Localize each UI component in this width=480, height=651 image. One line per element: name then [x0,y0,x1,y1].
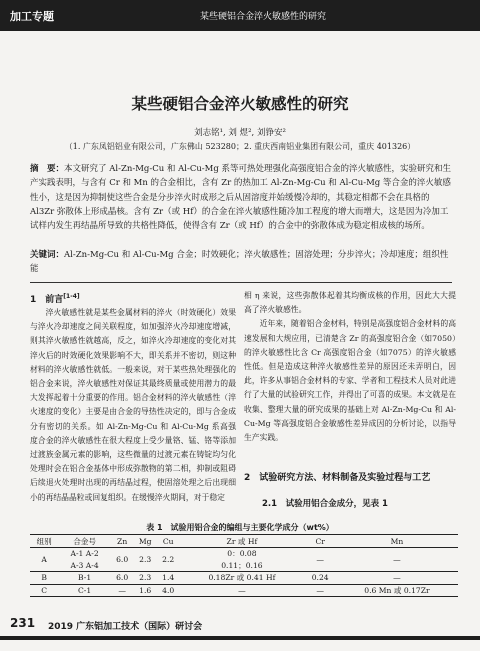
header-cell: Cr [304,535,336,548]
subsection-title: 试验用铝合金成分，见表 1 [285,499,388,509]
paragraph: 淬火敏感性就是某些金属材料的淬火（时效硬化）效果与淬火冷却速度之间关联程度，如加强淬火冷却速度增减，则其淬火敏感性就越高，反之，如淬火冷却速度的变化对其淬火后的时效硬化效果影响不大，即关系并不密切，则这种材料的淬火敏感性就低。一般来说，对于某些热处理强化的铝合金来说，淬火敏感性对保证其最终质量或使用潜力的最大发挥起着十分重要的作用。铝合金材料的淬火敏感性（淬火速度的变化）主要是由合金的导热性决定的，即与合金成分有密切的关系。如 Al-Zn-Mg-Cu 和 Al-Cu-Mg 系高强度合金的淬火敏感性在很大程度上受少量铬、锰、铬等添加过渡族金属元素的影响，这些微量的过渡元素在铸锭均匀化处理时会在铝合金基体中形成弥散物的第二相，抑制或阻碍后续退火处理时出现的再结晶过程，使固溶处理之后出现细小的再结晶晶粒或回复组织。在缓慢淬火期间，对于稳定 [30,308,236,502]
alloy-cell: A-1 A-2 [70,549,99,559]
zn-cell: 6.0 [111,572,134,585]
page-number: 231 [10,616,36,630]
zr-cell: 0：0.08 [227,549,257,559]
abstract-text: 本文研究了 Al-Zn-Mg-Cu 和 Al-Cu-Mg 系等可热处理强化高强度铝合金的淬火敏感性，实验研究和生产实践表明，与含有 Cr 和 Mn 的合金相比，含有 Zr 的热加工 Al-Zn-Mg-Cu 和 Al-Cu-Mg 等合金的淬火敏感性小，这是因为抑制使这些合金是分步淬火时成形之后从固溶度并始缓慢冷却的，其稳定相都不会在具格的 Al3Zr 弥散体上形成晶核。含有 Zr（或 Hf）的合金在淬火敏感性随冷加工程度的增大而增大，这是因为冷加工试样内发生再结晶所导致的共格性降低，使得含有 Zr（或 Hf）的合金中的弥散体成为稳定相成核的场所。 [30,164,452,232]
group-cell: B [30,572,58,585]
right-column [244,289,456,445]
zn-cell: — [111,584,134,597]
section-1-heading [30,292,80,305]
section-number: 2 [244,473,251,483]
running-title: 某些硬铝合金淬火敏感性的研究 [200,12,327,22]
header-cell: Cu [157,535,180,548]
citation: [1-4] [63,293,80,300]
zr-cell: 0.11；0.16 [179,560,304,572]
header-cell: Mg [133,535,157,548]
header-cell: Mn [336,535,458,548]
keywords [30,248,452,277]
header-cell: Zn [111,535,134,548]
cu-cell: 1.4 [157,572,180,585]
zr-cell: — [179,584,304,597]
mn-cell: — [336,548,458,572]
left-column [30,306,236,505]
section-label: 加工专题 [10,10,54,23]
alloy-cell: C-1 [58,584,111,597]
paper-title: 某些硬铝合金淬火敏感性的研究 [131,95,349,113]
alloy-cell: B-1 [58,572,111,585]
header-cell: 合金号 [58,535,111,548]
cr-cell: — [304,548,336,572]
paragraph: 近年来，随着铝合金材料，特别是高强度铝合金材料的高速发展和大规应用，已清楚含 Zr 的高强度铝合金（如7050）的淬火敏感性比含 Cr 高强度铝合金（如7075）的淬火敏感性低。但是造成这种淬火敏感性差异的原因还未弄明白，因此，许多从事铝合金材料的专家、学者和工程技术人员对此进行了大量的试验研究工作，并得出了可喜的成果。本文就是在收集、整理大量的研究成果的基础上对 Al-Zn-Mg-Cu 和 Al-Cu-Mg 等高强度铝合金敏感性差异成因的分析讨论，以指导生产实践。 [244,319,456,443]
keywords-label: 关键词： [30,250,65,260]
abstract-label: 摘 要： [30,164,65,174]
mg-cell: 2.3 [133,548,157,572]
alloy-cell: A-3 A-4 [58,560,111,572]
table-row [30,548,458,560]
composition-table [30,534,458,597]
section-number: 1 [30,295,37,305]
section-2-heading [244,470,430,483]
table-header-row [30,535,458,548]
table-caption: 表 1 试验用铝合金的编组与主要化学成分（wt%） [146,523,334,532]
cr-cell: — [304,584,336,597]
zn-cell: 6.0 [111,548,134,572]
divider [30,282,452,283]
cu-cell: 2.2 [157,548,180,572]
section-title: 前言 [45,295,64,305]
abstract [30,162,452,233]
group-cell: A [30,548,58,572]
mg-cell: 2.3 [133,572,157,585]
footer-rule [0,636,480,640]
mn-cell: 0.6 Mn 或 0.17Zr [336,584,458,597]
affiliations: （1. 广东凤铝铝业有限公司，广东佛山 523280；2. 重庆西南铝业集团有限公司，重庆 401326） [64,142,416,151]
subsection-number: 2.1 [262,499,278,509]
group-cell: C [30,584,58,597]
page-header [0,0,480,31]
cu-cell: 4.0 [157,584,180,597]
header-cell: Zr 或 Hf [179,535,304,548]
mn-cell: — [336,572,458,585]
subsection-heading [262,497,388,509]
authors: 刘志铭¹, 刘 煜², 刘铮安² [194,128,286,138]
cr-cell: 0.24 [304,572,336,585]
mg-cell: 1.6 [133,584,157,597]
paragraph: 相 η 来说，这些弥散体起着其均衡成核的作用，因此大大提高了淬火敏感性。 [244,291,456,315]
journal-name: 2019 广东铝加工技术（国际）研讨会 [48,622,203,632]
table-row [30,584,458,597]
table-row [30,572,458,585]
keywords-text: Al-Zn-Mg-Cu 和 Al-Cu-Mg 合金；时效硬化；淬火敏感性；固溶处理；分步淬火；冷却速度；组织性能 [30,250,449,275]
zr-cell: 0.18Zr 或 0.41 Hf [179,572,304,585]
header-cell: 组别 [30,535,58,548]
section-title: 试验研究方法、材料制备及实验过程与工艺 [259,473,431,483]
